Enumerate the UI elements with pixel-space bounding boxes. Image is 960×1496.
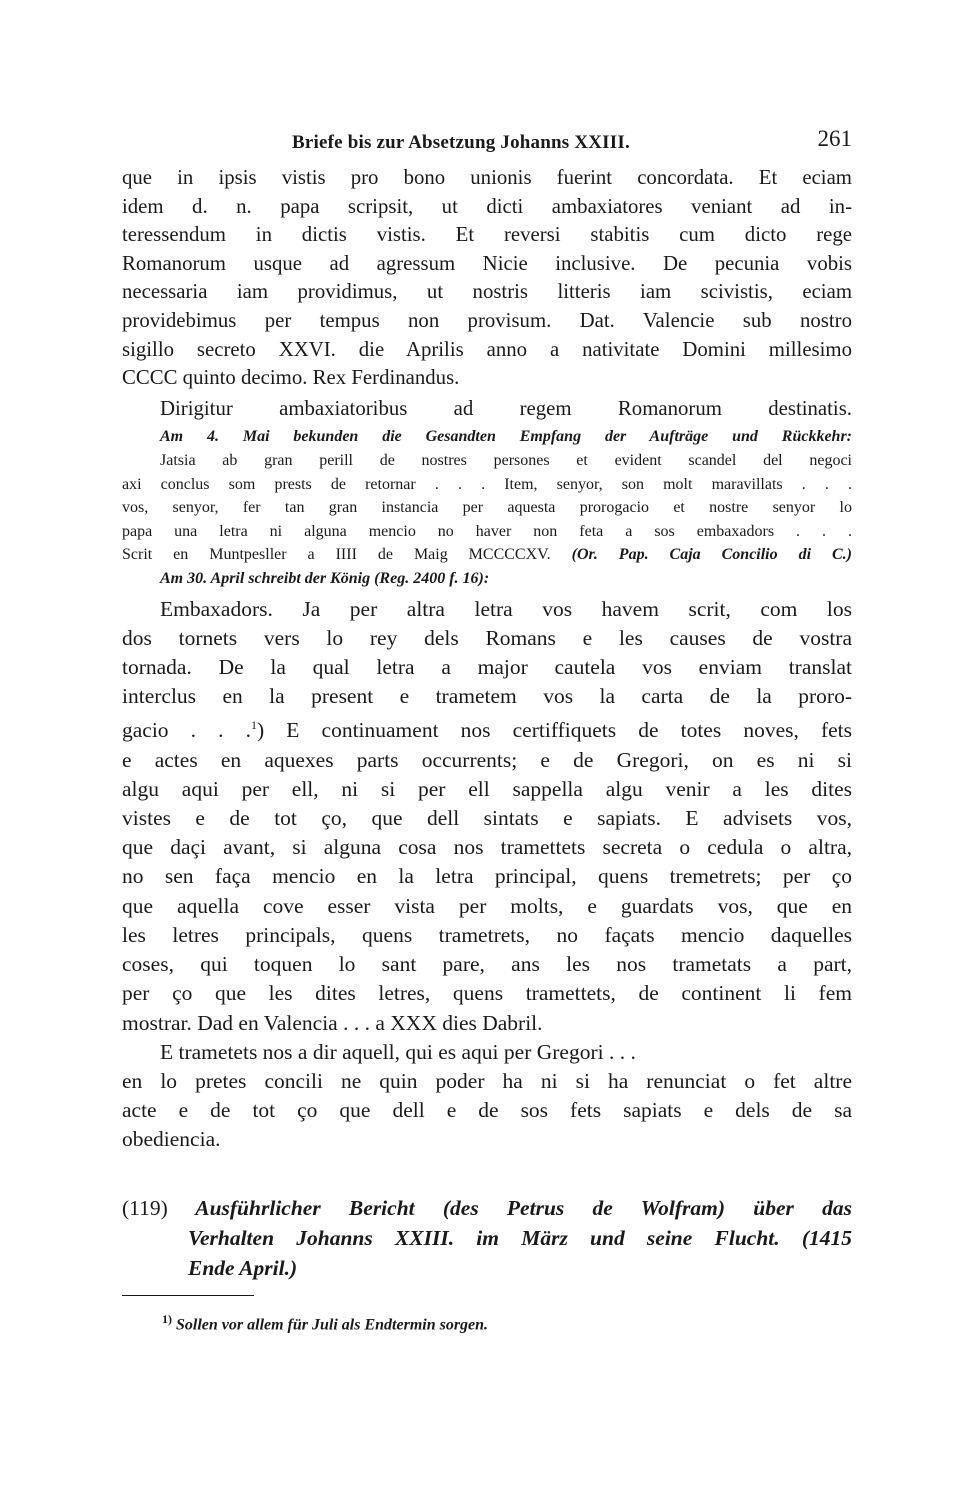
- text-line: Embaxadors. Ja per altra letra vos havem scrit, com los: [160, 596, 852, 621]
- quoted-line-with-source: [122, 543, 852, 567]
- text-line: e actes en aquexes parts occurrents; e de Gregori, on es ni si: [122, 747, 852, 772]
- footnote-divider: [122, 1295, 254, 1296]
- editorial-note-may4: Am 4. Mai bekunden die Gesandten Empfang der Aufträge und Rückkehr:: [160, 428, 852, 446]
- section-title-line: Ende April.): [188, 1255, 298, 1280]
- text-line: en lo pretes concili ne quin poder ha ni si ha renunciat o fet altre: [122, 1068, 852, 1093]
- text-line: Romanorum usque ad agressum Nicie inclusive. De pecunia vobis: [122, 251, 852, 275]
- footnote-mark: 1): [162, 1311, 172, 1326]
- text-line: gacio . . .: [122, 718, 252, 743]
- text-line: acte e de tot ço que dell e de sos fets sapiats e dels de sa: [122, 1098, 852, 1123]
- running-header: [122, 122, 852, 162]
- text-line: tornada. De la qual letra a major cautela vos enviam translat: [122, 654, 852, 679]
- quoted-line: vos, senyor, fer tan gran instancia per aquesta prorogacio et nostre senyor lo: [122, 499, 852, 517]
- text-line: E trametets nos a dir aquell, qui es aqui per Gregori . . .: [160, 1039, 636, 1064]
- catalan-letter: [122, 595, 852, 1155]
- quoted-line: papa una letra ni alguna mencio no haver non feta a sos embaxadors . . .: [122, 522, 852, 540]
- text-line: que in ipsis vistis pro bono unionis fuerint concordata. Et eciam: [122, 166, 852, 189]
- text-line: ) E continuament nos certiffiquets de totes noves, fets: [257, 718, 853, 743]
- text-line: CCCC quinto decimo. Rex Ferdinandus.: [122, 366, 460, 390]
- text-line: idem d. n. papa scripsit, ut dicti ambaxiatores veniant ad in-: [122, 194, 852, 218]
- text-line: dos tornets vers lo rey dels Romans e les causes de vostra: [122, 625, 852, 650]
- text-line: vistes e de tot ço, que dell sintats e sapiats. E advisets vos,: [122, 806, 852, 831]
- quoted-line: Scrit en Muntpesller a IIII de Maig MCCCCXV.: [122, 546, 551, 564]
- source-citation: (Or. Pap. Caja Concilio di C.): [571, 546, 852, 564]
- text-line: teressendum in dictis vistis. Et reversi stabitis cum dicto rege: [122, 223, 852, 247]
- footnote-reference[interactable]: 1: [251, 718, 258, 733]
- letter-address: Dirigitur ambaxiatoribus ad regem Romanorum destinatis.: [160, 396, 852, 420]
- text-line: per ço que les dites letres, quens tramettets, de continent li fem: [122, 981, 852, 1006]
- text-line: sigillo secreto XXVI. die Aprilis anno a nativitate Domini millesimo: [122, 337, 852, 361]
- running-title: Briefe bis zur Absetzung Johanns XXIII.: [292, 132, 630, 153]
- text-line: coses, qui toquen lo sant pare, ans les nos trametats a part,: [122, 952, 852, 977]
- text-line: necessaria iam providimus, ut nostris litteris iam scivistis, eciam: [122, 280, 852, 304]
- section-title-line: Ausführlicher Bericht (des Petrus de Wolfram) über das: [195, 1195, 852, 1220]
- footnote-text: Sollen vor allem für Juli als Endtermin sorgen.: [176, 1315, 489, 1333]
- footnote: [122, 1308, 852, 1336]
- text-line-with-footnote: [122, 711, 852, 745]
- text-line: que aquella cove esser vista per molts, e guardats vos, que en: [122, 893, 852, 918]
- editorial-note-block: [122, 425, 852, 590]
- text-line: obediencia.: [122, 1127, 221, 1152]
- quoted-line: Jatsia ab gran perill de nostres persones et evident scandel del negoci: [160, 451, 852, 469]
- text-line: mostrar. Dad en Valencia . . . a XXX dies Dabril.: [122, 1010, 543, 1035]
- section-heading-line: [122, 1193, 852, 1223]
- section-title-line: Verhalten Johanns XXIII. im März und seine Flucht. (1415: [188, 1225, 852, 1250]
- section-heading-119: [122, 1193, 852, 1283]
- text-line: les letres principals, quens trametrets, no façats mencio daquelles: [122, 922, 852, 947]
- text-line: interclus en la present e trametem vos la carta de la proro-: [122, 684, 852, 709]
- latin-paragraph: [122, 164, 852, 393]
- text-line: que daçi avant, si alguna cosa nos tramettets secreta o cedula o altra,: [122, 835, 852, 860]
- page-number: 261: [817, 126, 852, 151]
- text-line: no sen faça mencio en la letra principal, quens tremetrets; per ço: [122, 864, 852, 889]
- text-line: providebimus per tempus non provisum. Dat. Valencie sub nostro: [122, 308, 852, 332]
- book-page: [122, 122, 852, 1336]
- editorial-note-apr30: Am 30. April schreibt der König (Reg. 2400 f. 16):: [160, 569, 490, 587]
- quoted-line: axi conclus som prests de retornar . . . Item, senyor, son molt maravillats . . .: [122, 475, 852, 493]
- section-number: (119): [122, 1195, 168, 1220]
- text-line: algu aqui per ell, ni si per ell sappella algu venir a les dites: [122, 776, 852, 801]
